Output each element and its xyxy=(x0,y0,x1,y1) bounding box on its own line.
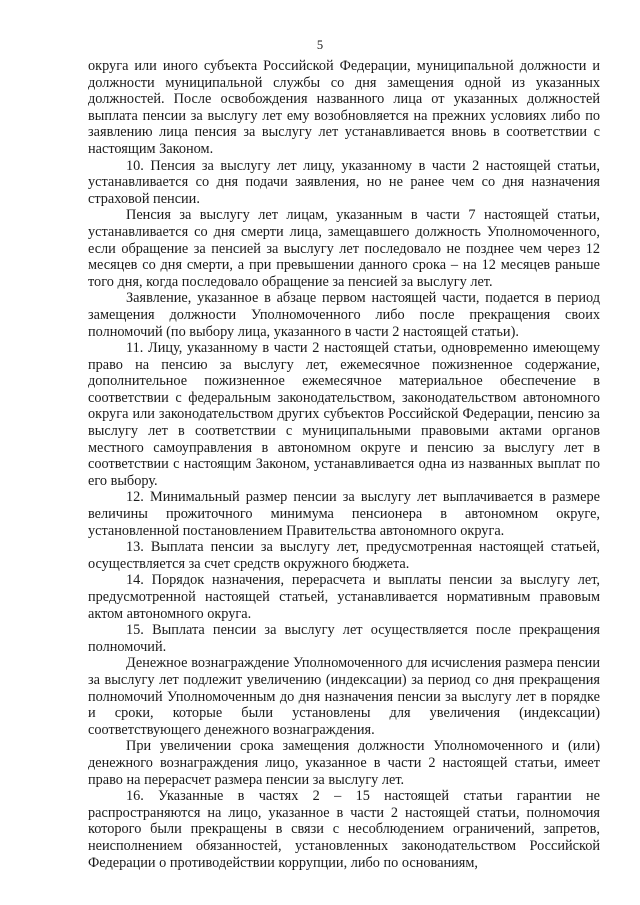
paragraph-part-15-remuneration: Денежное вознаграждение Уполномоченного для исчисления размера пенсии за выслугу лет подлежит увеличению (индексации) за период со дня прекращения полномочий Уполномоченным до дня назначения пенсии за выслугу лет в порядке и сроки, которые были установлены для увеличения (индексации) соответствующего денежного вознаграждения. xyxy=(88,655,600,738)
paragraph-part-11: 11. Лицу, указанному в части 2 настоящей статьи, одновременно имеющему право на пенсию за выслугу лет, ежемесячное пожизненное содержание, дополнительное пожизненное ежемесячное материальное обеспечение в соответствии с федеральным законодательством, законодательством автономного округа или законодательством других субъектов Российской Федерации, пенсию за выслугу лет в соответствии с муниципальными правовыми актами органов местного самоуправления в автономном округе и пенсию за выслугу лет в соответствии с настоящим Законом, устанавливается одна из названных выплат по его выбору. xyxy=(88,340,600,489)
paragraph-part-15-recalculation: При увеличении срока замещения должности Уполномоченного и (или) денежного вознаграждения лицо, указанное в части 2 настоящей статьи, имеет право на перерасчет размера пенсии за выслугу лет. xyxy=(88,738,600,788)
paragraph-part-10-pension-deceased: Пенсия за выслугу лет лицам, указанным в части 7 настоящей статьи, устанавливается со дня смерти лица, замещавшего должность Уполномоченного, если обращение за пенсией за выслугу лет последовало не позднее чем через 12 месяцев со дня смерти, а при превышении данного срока – на 12 месяцев раньше того дня, когда последовало обращение за пенсией за выслугу лет. xyxy=(88,207,600,290)
paragraph-part-13: 13. Выплата пенсии за выслугу лет, предусмотренная настоящей статьей, осуществляется за счет средств окружного бюджета. xyxy=(88,539,600,572)
page-number: 5 xyxy=(316,38,324,52)
document-body xyxy=(88,58,600,871)
paragraph-part-15: 15. Выплата пенсии за выслугу лет осуществляется после прекращения полномочий. xyxy=(88,622,600,655)
paragraph-part-12: 12. Минимальный размер пенсии за выслугу лет выплачивается в размере величины прожиточного минимума пенсионера в автономном округе, установленной постановлением Правительства автономного округа. xyxy=(88,489,600,539)
paragraph-continuation: округа или иного субъекта Российской Федерации, муниципальной должности и должности муниципальной службы со дня замещения одной из указанных должностей. После освобождения названного лица от указанных должностей выплата пенсии за выслугу лет ему возобновляется на прежних условиях либо по заявлению лица пенсия за выслугу лет устанавливается вновь в соответствии с настоящим Законом. xyxy=(88,58,600,157)
paragraph-part-10: 10. Пенсия за выслугу лет лицу, указанному в части 2 настоящей статьи, устанавливается со дня подачи заявления, но не ранее чем со дня назначения страховой пенсии. xyxy=(88,157,600,207)
paragraph-part-10-application: Заявление, указанное в абзаце первом настоящей части, подается в период замещения должности Уполномоченного либо после прекращения своих полномочий (по выбору лица, указанного в части 2 настоящей статьи). xyxy=(88,290,600,340)
paragraph-part-14: 14. Порядок назначения, перерасчета и выплаты пенсии за выслугу лет, предусмотренной настоящей статьей, устанавливается нормативным правовым актом автономного округа. xyxy=(88,572,600,622)
paragraph-part-16: 16. Указанные в частях 2 – 15 настоящей статьи гарантии не распространяются на лицо, указанное в части 2 настоящей статьи, полномочия которого были прекращены в связи с несоблюдением ограничений, запретов, неисполнением обязанностей, установленных законодательством Российской Федерации о противодействии коррупции, либо по основаниям, xyxy=(88,788,600,871)
